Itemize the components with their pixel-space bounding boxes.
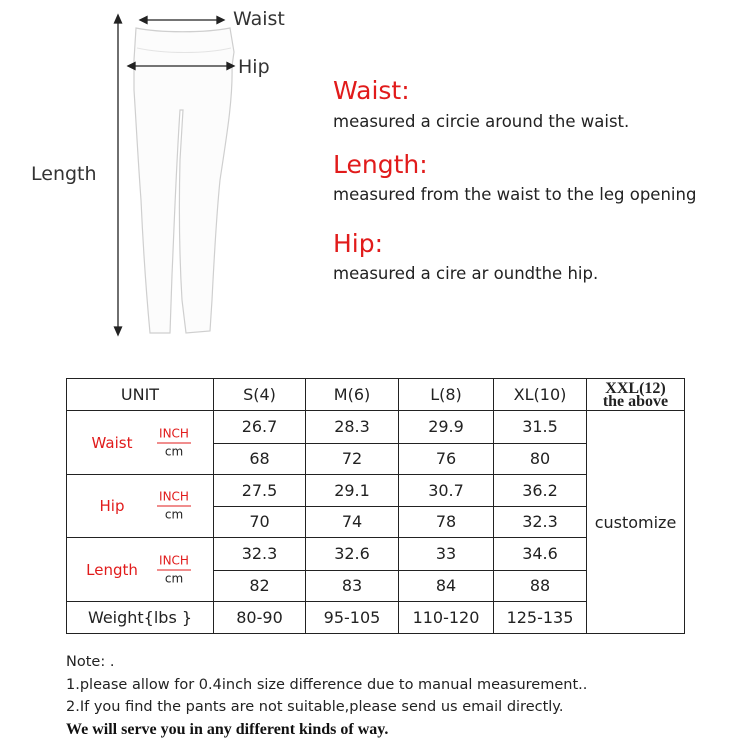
table-cell: 84: [399, 570, 494, 602]
table-cell: 95-105: [306, 602, 399, 634]
table-cell: 125-135: [494, 602, 587, 634]
waist-label: Waist: [233, 8, 285, 30]
inch-unit: INCH: [157, 553, 191, 570]
size-header-s: S(4): [214, 379, 306, 411]
size-header-m: M(6): [306, 379, 399, 411]
size-header-xxl: XXL(12) the above: [587, 379, 685, 411]
customize-cell: customize: [587, 411, 685, 634]
table-cell: 83: [306, 570, 399, 602]
note-line-2: 2.If you find the pants are not suitable,please send us email directly.: [66, 699, 564, 715]
table-cell: 80: [494, 443, 587, 475]
table-cell: 70: [214, 506, 306, 538]
note-line-3: We will serve you in any different kinds of way.: [66, 721, 389, 738]
table-cell: 68: [214, 443, 306, 475]
table-cell: 88: [494, 570, 587, 602]
length-row-label: [67, 538, 214, 602]
table-header-row: [67, 379, 685, 411]
table-cell: 26.7: [214, 411, 306, 444]
table-cell: 74: [306, 506, 399, 538]
waist-definition-title: Waist:: [333, 76, 410, 105]
table-cell: 76: [399, 443, 494, 475]
hip-definition-text: measured a cire ar oundthe hip.: [333, 264, 599, 283]
table-cell: 78: [399, 506, 494, 538]
note-line-1: 1.please allow for 0.4inch size difference due to manual measurement..: [66, 677, 588, 693]
waist-row-name: Waist: [91, 433, 133, 452]
leggings-illustration: [134, 28, 234, 333]
table-cell: 32.3: [214, 538, 306, 571]
unit-header: UNIT: [67, 379, 214, 411]
table-cell: 80-90: [214, 602, 306, 634]
note-title: Note: .: [66, 654, 115, 670]
table-cell: 32.6: [306, 538, 399, 571]
cm-unit: cm: [164, 507, 184, 522]
table-cell: 27.5: [214, 475, 306, 507]
length-row-name: Length: [86, 560, 138, 579]
weight-row-label: Weight{lbs }: [67, 602, 214, 634]
waist-arrow: [140, 17, 224, 24]
waist-definition-text: measured a circie around the waist.: [333, 112, 630, 131]
hip-row-name: Hip: [99, 497, 125, 515]
size-header-xl: XL(10): [494, 379, 587, 411]
table-cell: 30.7: [399, 475, 494, 507]
size-chart-table: [66, 378, 685, 634]
waist-row-label: [67, 411, 214, 475]
hip-row-label: [67, 475, 214, 538]
inch-unit: INCH: [157, 426, 191, 443]
length-label: Length: [31, 163, 97, 185]
table-cell: 34.6: [494, 538, 587, 571]
table-cell: 33: [399, 538, 494, 571]
cm-unit: cm: [164, 444, 184, 458]
cm-unit: cm: [164, 571, 184, 585]
table-cell: 28.3: [306, 411, 399, 444]
inch-unit: INCH: [157, 490, 191, 507]
table-cell: 29.1: [306, 475, 399, 507]
table-cell: 36.2: [494, 475, 587, 507]
hip-label: Hip: [238, 56, 270, 78]
length-definition-title: Length:: [333, 150, 428, 179]
table-cell: 31.5: [494, 411, 587, 444]
table-row: [67, 411, 685, 444]
table-cell: 82: [214, 570, 306, 602]
length-definition-text: measured from the waist to the leg opening: [333, 185, 697, 204]
table-cell: 72: [306, 443, 399, 475]
table-cell: 32.3: [494, 506, 587, 538]
size-header-l: L(8): [399, 379, 494, 411]
length-arrow: [115, 15, 122, 335]
hip-definition-title: Hip:: [333, 229, 384, 258]
table-cell: 110-120: [399, 602, 494, 634]
table-cell: 29.9: [399, 411, 494, 444]
